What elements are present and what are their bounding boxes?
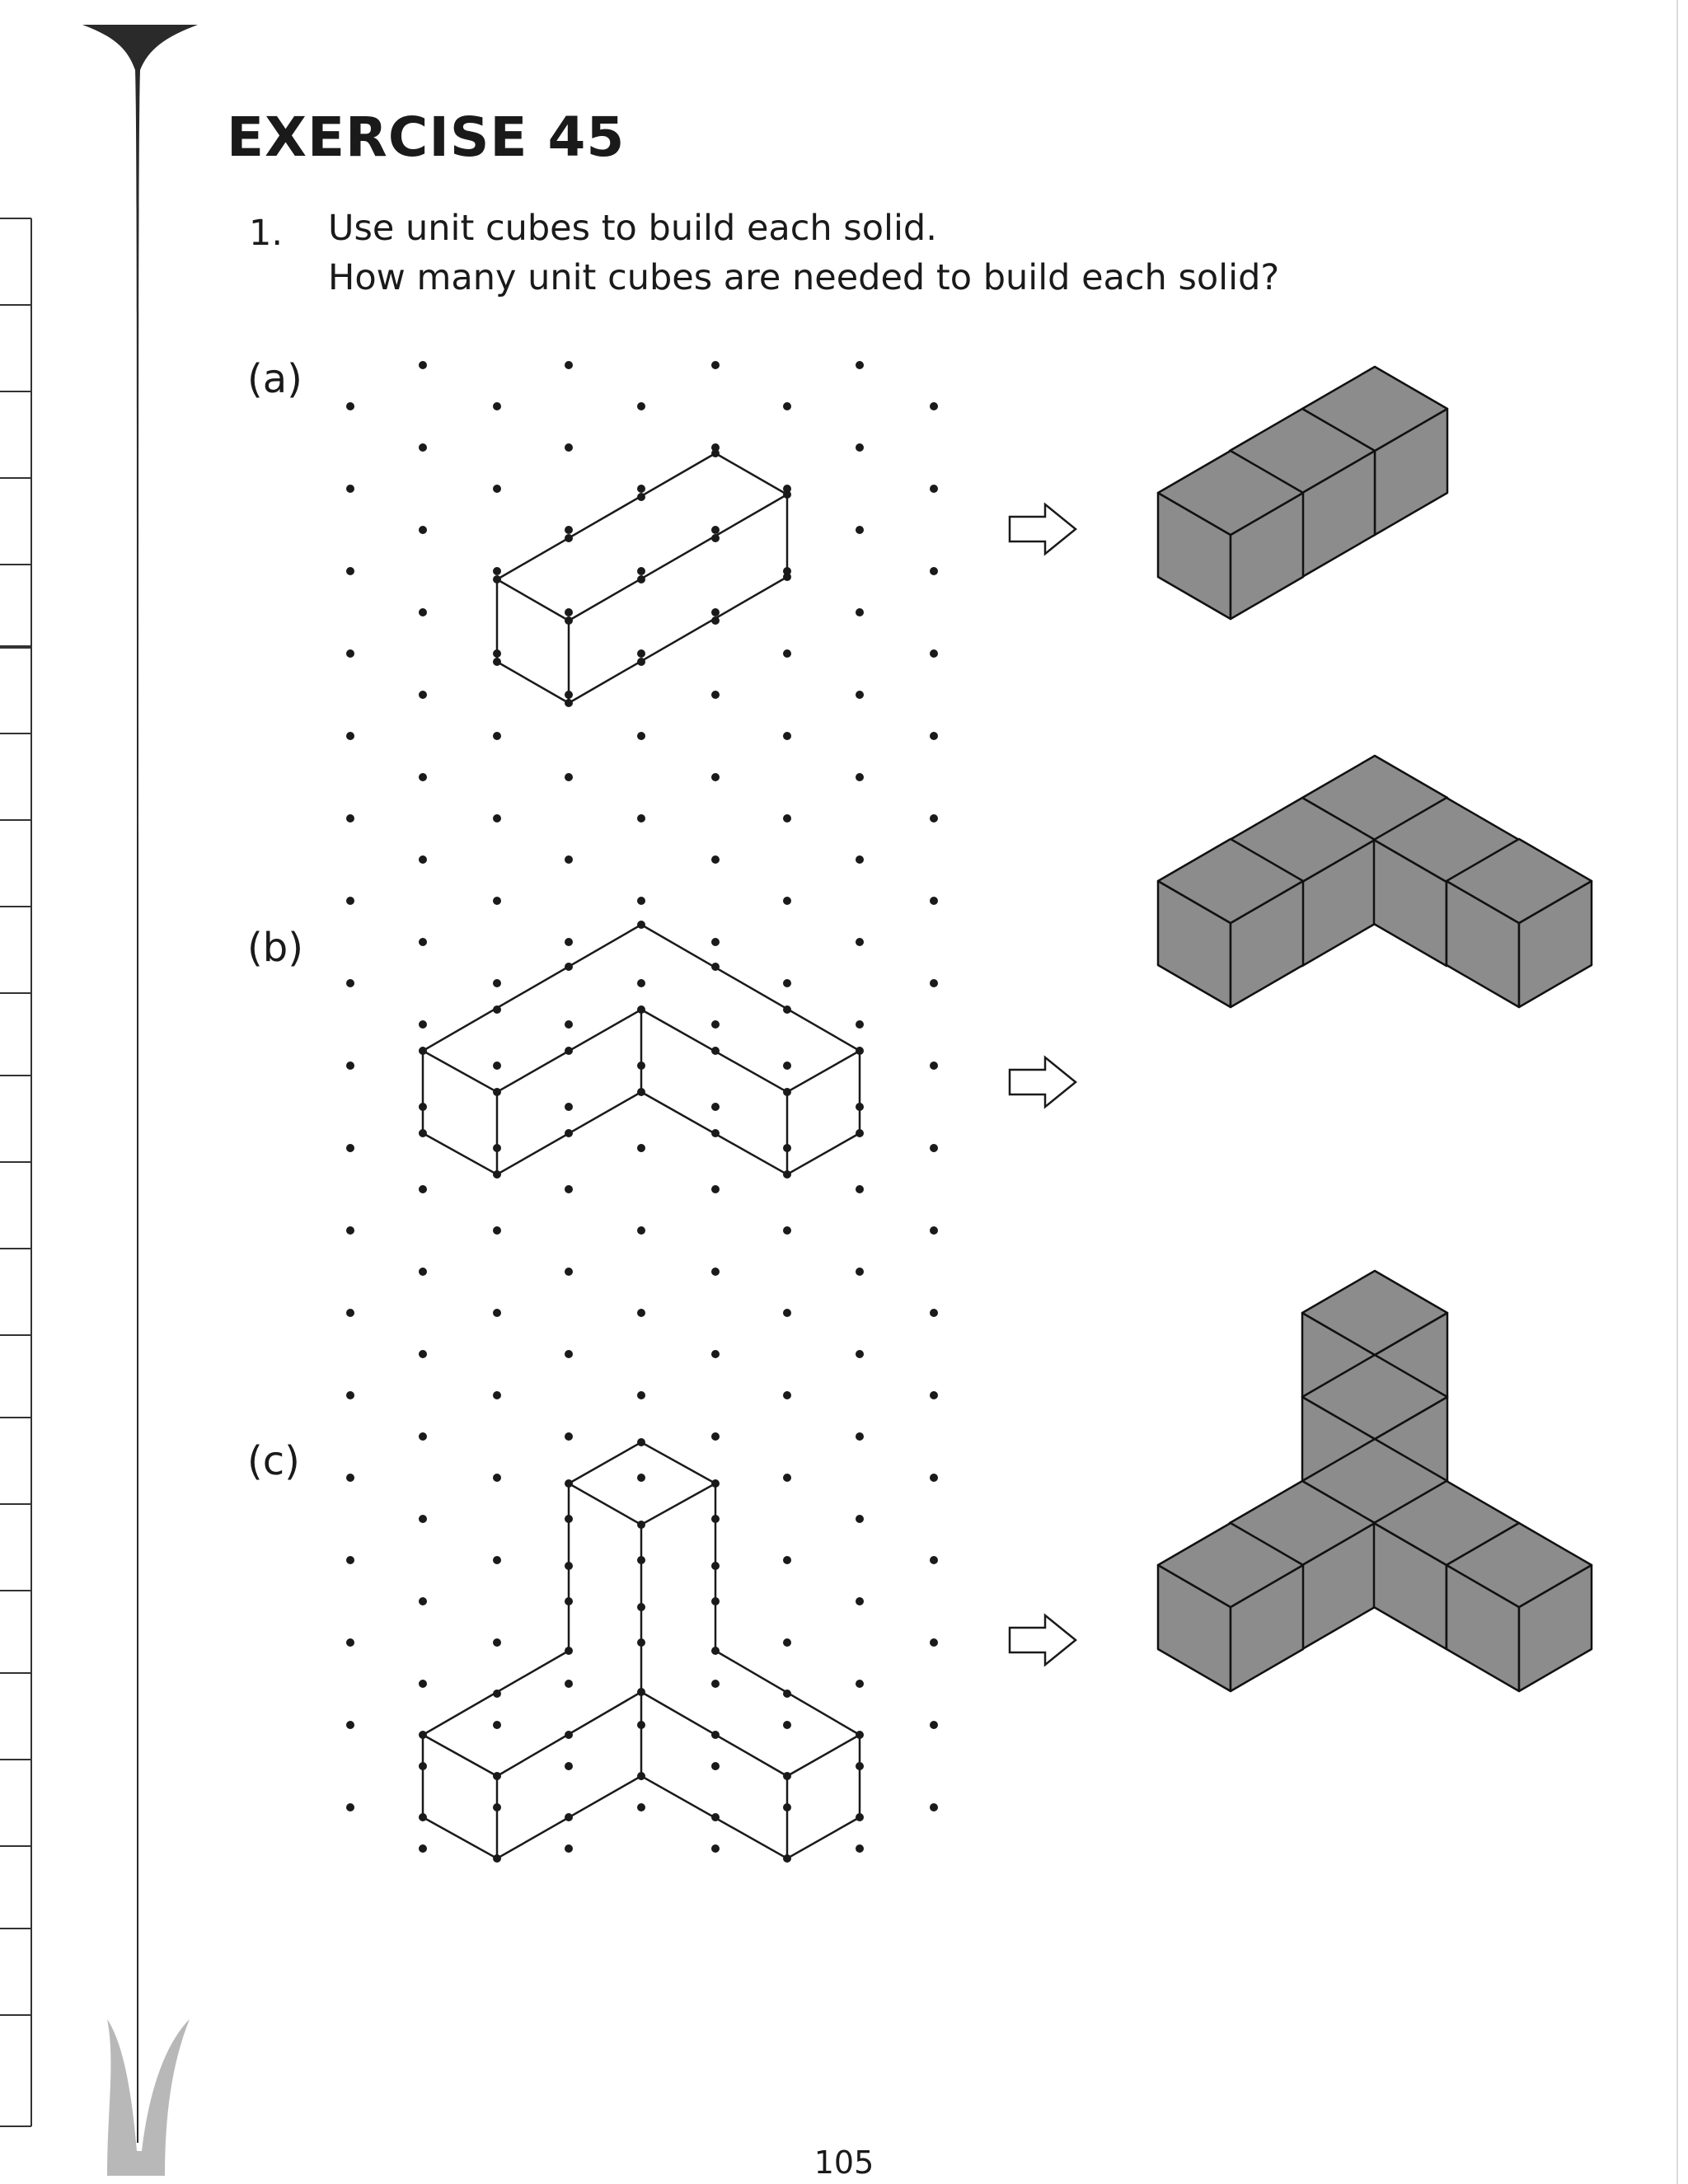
solid-c-shaded-cubes (1158, 1271, 1592, 1691)
part-c-label: (c) (247, 1438, 300, 1484)
solid-a-shaded-cubes (1158, 367, 1447, 619)
arrow-right-icon (1010, 1057, 1076, 1107)
solid-b-shaded-cubes (1158, 756, 1592, 1007)
exercise-title: EXERCISE 45 (227, 105, 626, 169)
part-a-label: (a) (247, 356, 302, 402)
page-edge-ruler (0, 218, 31, 2126)
solid-b-line-drawing (423, 925, 860, 1174)
arrow-right-icon (1010, 504, 1076, 554)
page-number: 105 (814, 2144, 874, 2181)
question-number: 1. (249, 213, 284, 254)
question-instruction: Use unit cubes to build each solid. (328, 208, 937, 249)
solid-c-line-drawing (423, 1442, 860, 1858)
arrow-right-icon (1010, 1615, 1076, 1665)
binding-spine (82, 25, 198, 2176)
part-b-label: (b) (247, 925, 303, 971)
question-prompt: How many unit cubes are needed to build each solid? (328, 257, 1280, 298)
